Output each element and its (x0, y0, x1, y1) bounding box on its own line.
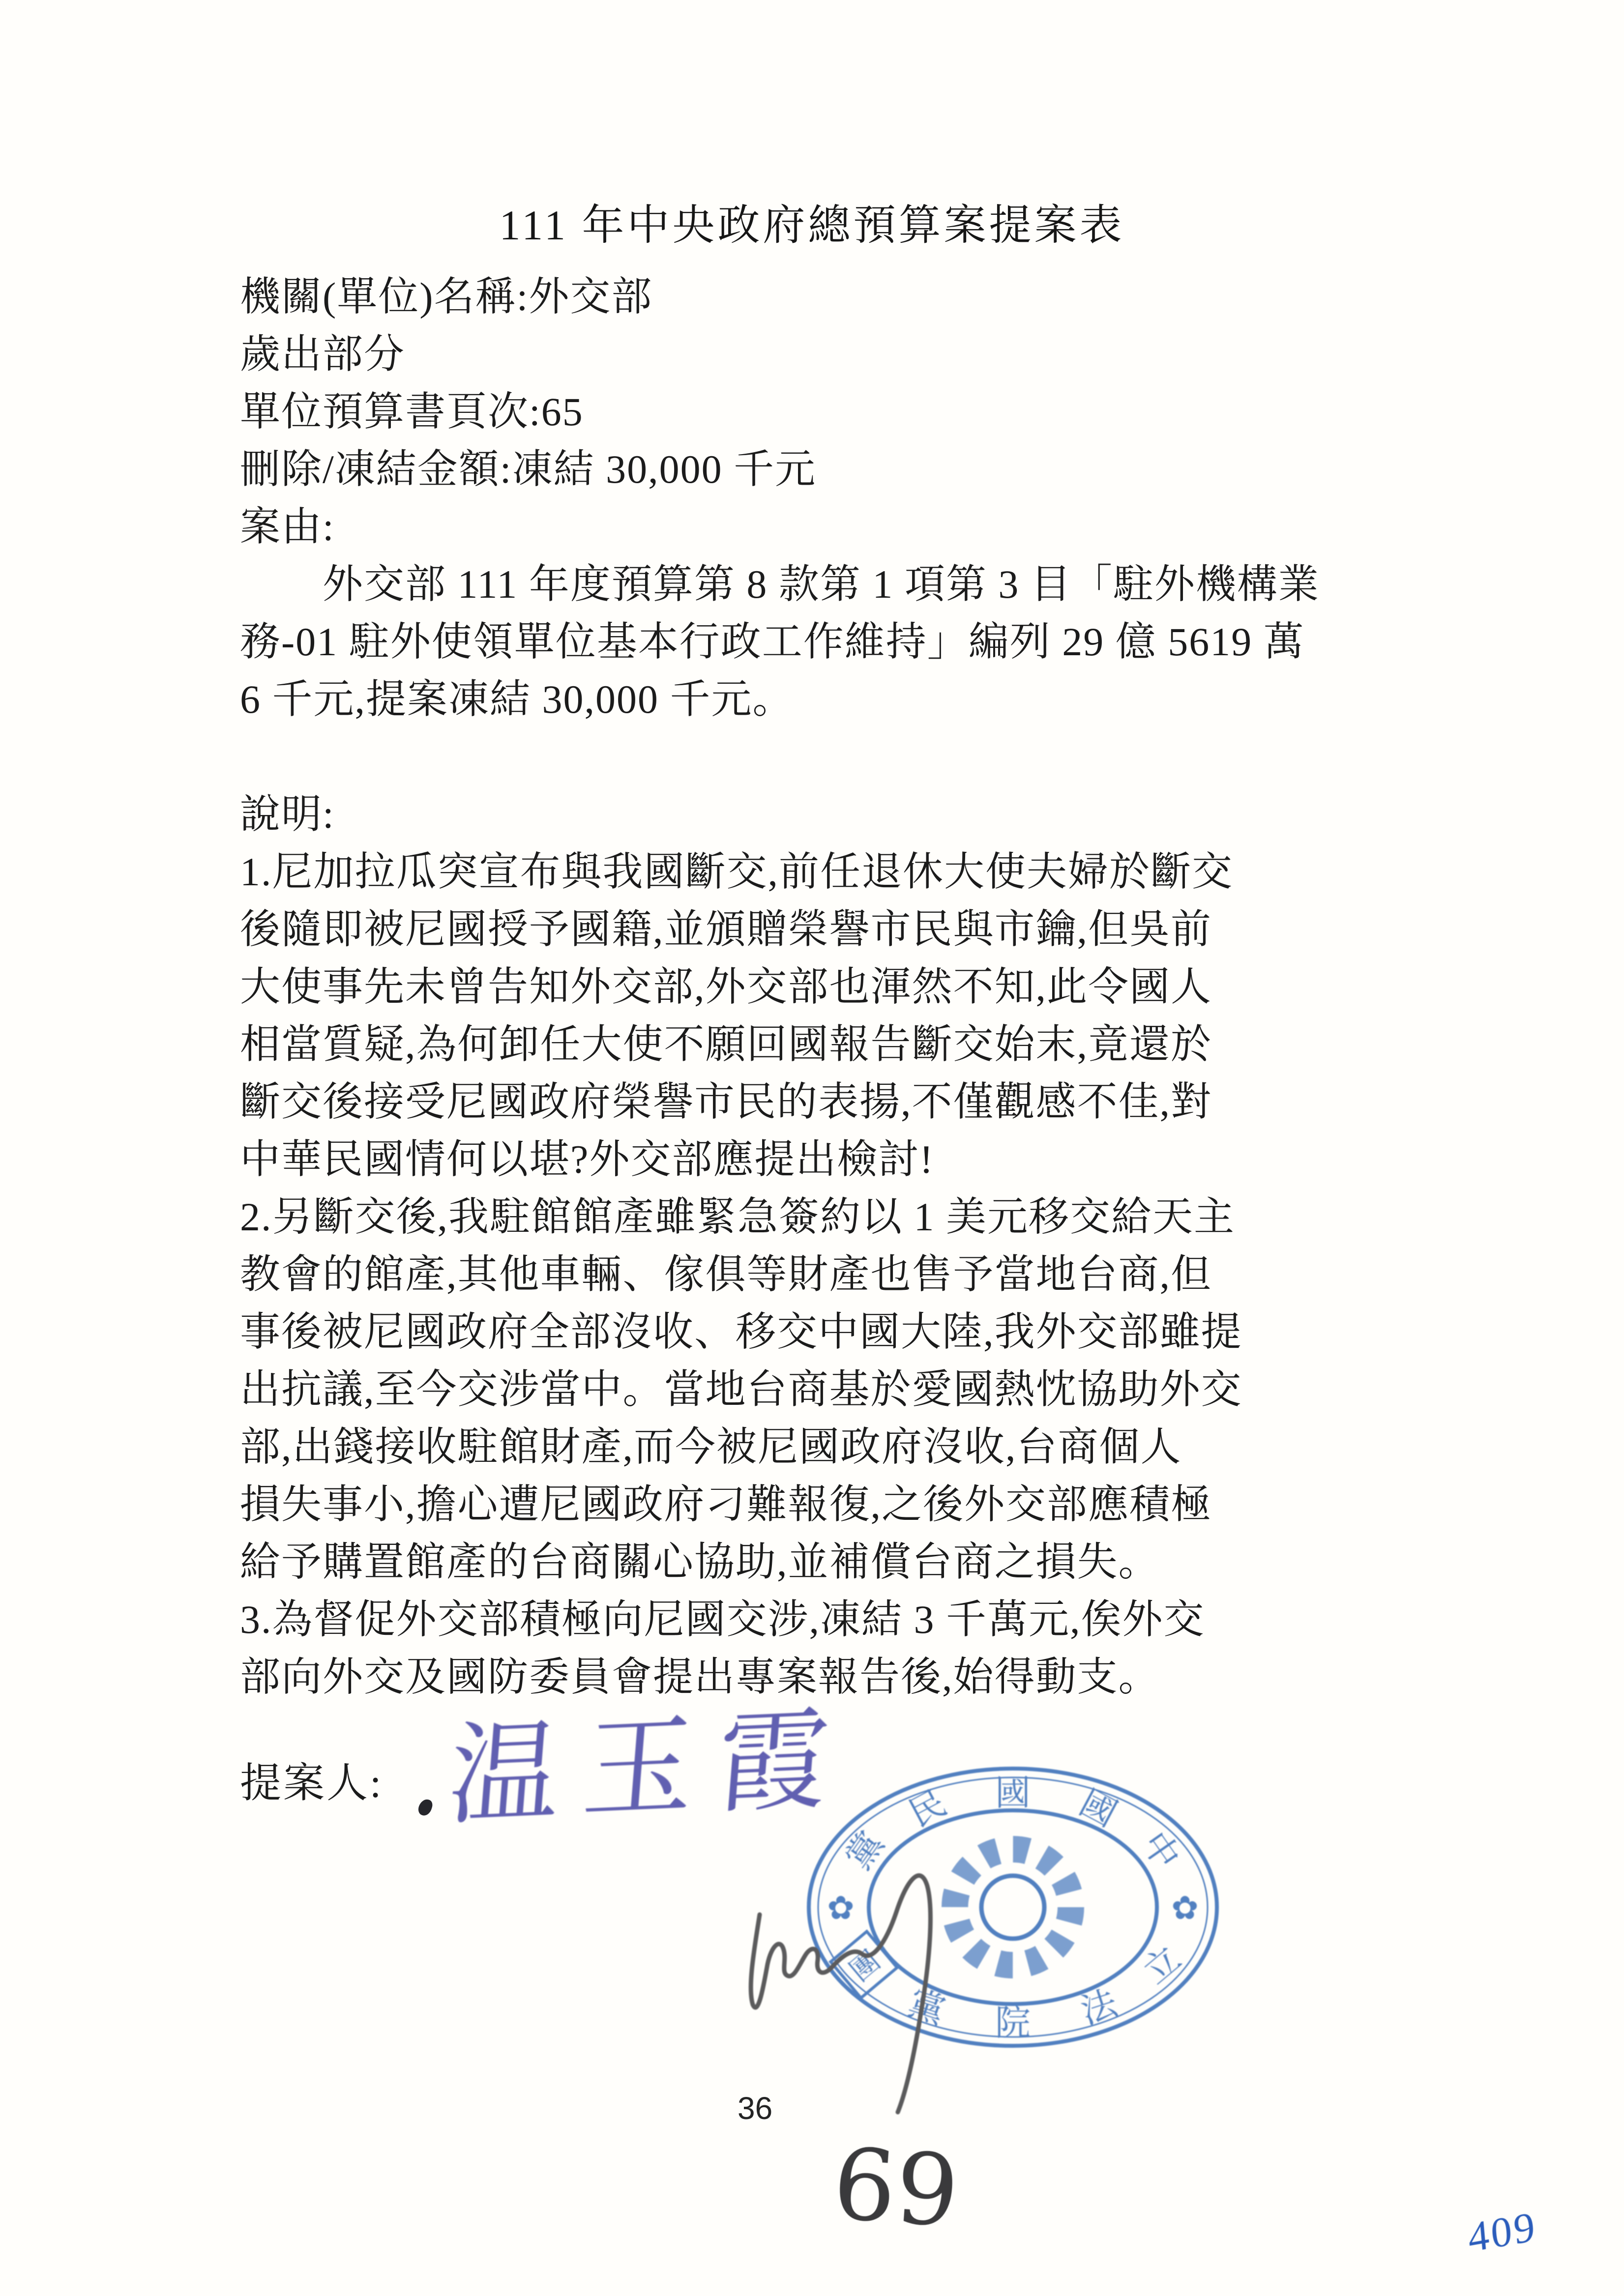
handwritten-number-69: 69 (829, 2126, 963, 2250)
stamp-char: 法 (1075, 1981, 1122, 2033)
stamp-char-boxed: 團 (843, 1944, 887, 1988)
text-line: 大使事先未曾告知外交部,外交部也渾然不知,此令國人 (240, 964, 1212, 1009)
text-line: 務-01 駐外使領單位基本行政工作維持」編列 29 億 5619 萬 (240, 619, 1305, 664)
sun-emblem-rays (955, 1849, 1071, 1965)
text-line: 2.另斷交後,我駐館館產雖緊急簽約以 1 美元移交給天主 (240, 1194, 1236, 1239)
text-line: 事後被尼國政府全部沒收、移交中國大陸,我外交部雖提 (240, 1309, 1242, 1354)
text-line: 案由: (240, 504, 335, 549)
stamp-char: 黨 (837, 1824, 892, 1877)
text-line: 說明: (240, 792, 335, 837)
handwritten-number-409: 409 (1466, 2202, 1539, 2262)
stamp-char: 國 (995, 1772, 1031, 1813)
text-line: 刪除/凍結金額:凍結 30,000 千元 (240, 447, 817, 492)
text-line: 出抗議,至今交涉當中。當地台商基於愛國熱忱協助外交 (240, 1367, 1242, 1412)
document-body (240, 268, 1459, 1706)
stamp-char: 立 (1135, 1937, 1189, 1992)
pen-scrawl-signature (751, 1876, 930, 2112)
proposer-signature-handwriting: 温玉霞 (444, 1694, 857, 1841)
text-line: 斷交後接受尼國政府榮譽市民的表揚,不僅觀感不佳,對 (240, 1079, 1212, 1124)
text-line: 教會的館產,其他車輛、傢俱等財產也售予當地台商,但 (240, 1252, 1212, 1297)
text-line (240, 728, 1459, 785)
text-line: 損失事小,擔心遭尼國政府刁難報復,之後外交部應積極 (240, 1482, 1212, 1527)
text-line: 給予購置館產的台商關心協助,並補償台商之損失。 (240, 1540, 1160, 1584)
text-line: 3.為督促外交部積極向尼國交涉,凍結 3 千萬元,俟外交 (240, 1597, 1205, 1642)
text-line: 中華民國情何以堪?外交部應提出檢討! (240, 1137, 934, 1182)
text-line: 單位預算書頁次:65 (240, 389, 584, 434)
page-number: 36 (738, 2091, 773, 2126)
document-title: 111 年中央政府總預算案提案表 (499, 202, 1125, 249)
stamp-char: 民 (902, 1781, 953, 1835)
text-line: 歲出部分 (240, 332, 406, 377)
stamp-char: 黨 (903, 1981, 950, 2033)
text-line: 部,出錢接收駐館財產,而今被尼國政府沒收,台商個人 (240, 1424, 1182, 1469)
text-line: 機關(單位)名稱:外交部 (240, 274, 653, 319)
plum-blossom-icon: ✿ (1171, 1889, 1199, 1927)
text-line: 後隨即被尼國授予國籍,並頒贈榮譽市民與市鑰,但吳前 (240, 907, 1212, 952)
text-line: 外交部 111 年度預算第 8 款第 1 項第 3 目「駐外機構業 (240, 562, 1320, 607)
stamp-char: 國 (1073, 1781, 1124, 1835)
text-line: 部向外交及國防委員會提出專案報告後,始得動支。 (240, 1655, 1160, 1699)
text-line: 6 千元,提案凍結 30,000 千元。 (240, 677, 794, 722)
ink-blot-mark (416, 1798, 434, 1817)
plum-blossom-icon: ✿ (827, 1889, 855, 1927)
text-line: 相當質疑,為何卸任大使不願回國報告斷交始末,竟還於 (240, 1022, 1212, 1067)
sun-emblem-core (981, 1876, 1044, 1939)
stamp-char: 中 (1134, 1824, 1188, 1877)
stamp-char: 院 (995, 2002, 1031, 2043)
proposer-label: 提案人: (240, 1761, 384, 1806)
text-line: 1.尼加拉瓜突宣布與我國斷交,前任退休大使夫婦於斷交 (240, 849, 1234, 894)
